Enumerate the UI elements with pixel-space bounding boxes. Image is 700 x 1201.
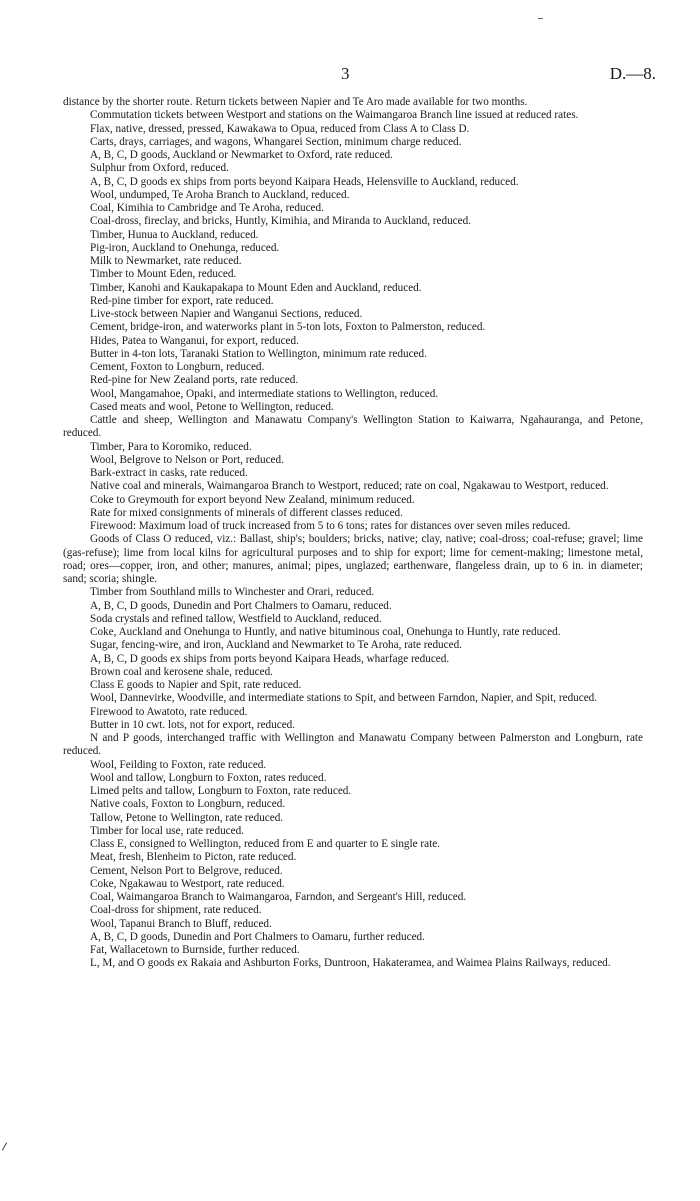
paragraph: Red-pine timber for export, rate reduced.: [90, 294, 274, 307]
paragraph: Coke to Greymouth for export beyond New Zealand, minimum reduced.: [90, 493, 415, 506]
paragraph: Native coal and minerals, Waimangaroa Branch to Westport, reduced; rate on coal, Ngakawau to Westport, reduced.: [90, 480, 609, 493]
paragraph: L, M, and O goods ex Rakaia and Ashburton Forks, Duntroon, Hakateramea, and Waimea Plains Railways, reduced.: [90, 957, 611, 970]
paragraph: Wool, Dannevirke, Woodville, and intermediate stations to Spit, and between Farndon, Napier, and Spit, reduced.: [90, 692, 598, 705]
paragraph: Rate for mixed consignments of minerals of different classes reduced.: [90, 506, 403, 519]
paragraph: Firewood: Maximum load of truck increased from 5 to 6 tons; rates for distances over seven miles reduced.: [90, 520, 571, 532]
paragraph: Commutation tickets between Westport and stations on the Waimangaroa Branch line issued at reduced rates.: [90, 109, 579, 122]
paragraph: A, B, C, D goods, Dunedin and Port Chalmers to Oamaru, further reduced.: [90, 930, 425, 943]
paragraph: Fat, Wallacetown to Burnside, further reduced.: [90, 944, 300, 956]
paragraph: Timber from Southland mills to Winchester and Orari, reduced.: [90, 586, 375, 599]
paragraph: Timber, Hunua to Auckland, reduced.: [90, 228, 259, 241]
body-text: [63, 96, 643, 971]
paragraph: A, B, C, D goods, Auckland or Newmarket to Oxford, rate reduced.: [90, 149, 393, 161]
paragraph: Butter in 10 cwt. lots, not for export, reduced.: [90, 718, 296, 731]
paragraph: Butter in 4-ton lots, Taranaki Station to Wellington, minimum rate reduced.: [90, 347, 427, 360]
paragraph: Timber to Mount Eden, reduced.: [90, 268, 237, 281]
paragraph: Carts, drays, carriages, and wagons, Whangarei Section, minimum charge reduced.: [90, 135, 462, 148]
paragraph: Sugar, fencing-wire, and iron, Auckland and Newmarket to Te Aroha, rate reduced.: [90, 639, 462, 652]
paragraph: Wool and tallow, Longburn to Foxton, rates reduced.: [90, 771, 327, 784]
paragraph: Pig-iron, Auckland to Onehunga, reduced.: [90, 241, 280, 254]
paragraph: Brown coal and kerosene shale, reduced.: [90, 665, 273, 678]
paragraph: Coke, Auckland and Onehunga to Huntly, and native bituminous coal, Onehunga to Huntly, rate reduced.: [90, 626, 561, 638]
paragraph: Tallow, Petone to Wellington, rate reduced.: [90, 811, 284, 824]
paragraph: Live-stock between Napier and Wanganui Sections, reduced.: [90, 308, 363, 320]
paragraph: Coal, Kimihia to Cambridge and Te Aroha, reduced.: [90, 202, 324, 214]
paragraph: Class E goods to Napier and Spit, rate reduced.: [90, 679, 302, 691]
paragraph: Timber, Para to Koromiko, reduced.: [90, 440, 252, 453]
paragraph: Flax, native, dressed, pressed, Kawakawa to Opua, reduced from Class A to Class D.: [90, 122, 470, 135]
document-reference: D.—8.: [609, 64, 656, 83]
paragraph: Wool, Feilding to Foxton, rate reduced.: [90, 758, 267, 771]
paragraph: Cement, bridge-iron, and waterworks plant in 5-ton lots, Foxton to Palmerston, reduced.: [90, 321, 486, 334]
paragraph: Meat, fresh, Blenheim to Picton, rate reduced.: [90, 851, 297, 864]
paragraph: Sulphur from Oxford, reduced.: [90, 162, 229, 175]
paragraph: Class E, consigned to Wellington, reduced from E and quarter to E single rate.: [90, 838, 440, 850]
paragraph: Bark-extract in casks, rate reduced.: [90, 467, 248, 479]
paragraph: Coal, Waimangaroa Branch to Waimangaroa, Farndon, and Sergeant's Hill, reduced.: [90, 891, 467, 903]
paragraph: distance by the shorter route. Return tickets between Napier and Te Aro made available for two months.: [63, 96, 528, 108]
stray-mark-top: [538, 18, 543, 19]
paragraph: Timber for local use, rate reduced.: [90, 824, 244, 837]
paragraph: A, B, C, D goods, Dunedin and Port Chalmers to Oamaru, reduced.: [90, 599, 392, 612]
paragraph: Milk to Newmarket, rate reduced.: [90, 255, 242, 267]
paragraph: Wool, Tapanui Branch to Bluff, reduced.: [90, 917, 272, 930]
paragraph: Cement, Foxton to Longburn, reduced.: [90, 361, 265, 373]
paragraph: Soda crystals and refined tallow, Westfield to Auckland, reduced.: [90, 612, 382, 625]
paragraph: Wool, Belgrove to Nelson or Port, reduced.: [90, 453, 284, 466]
paragraph: Coal-dross for shipment, rate reduced.: [90, 904, 262, 917]
paragraph: Hides, Patea to Wanganui, for export, reduced.: [90, 334, 299, 347]
paragraph: A, B, C, D goods ex ships from ports beyond Kaipara Heads, wharfage reduced.: [90, 652, 450, 665]
paragraph: Limed pelts and tallow, Longburn to Foxton, rate reduced.: [90, 785, 352, 797]
paragraph: Wool, Mangamahoe, Opaki, and intermediate stations to Wellington, reduced.: [90, 387, 439, 400]
paragraph: Goods of Class O reduced, viz.: Ballast, ship's; boulders; bricks, native; clay, native; coal-dross; coal-refuse; gravel; lime (gas-refuse); lime from local kilns for agricultural purposes and to ship for export; lime for cement-making; limestone metal, road; ores—copper, iron, and other; manures, animal; pipes, unglazed; earthenware, flangeless drain, up to 6 in. in diameter; sand; scoria; shingle.: [63, 533, 643, 585]
paragraph: N and P goods, interchanged traffic with Wellington and Manawatu Company between Palmerston and Longburn, rate reduced.: [63, 732, 643, 758]
page-number: 3: [341, 64, 350, 83]
paragraph: Cement, Nelson Port to Belgrove, reduced.: [90, 864, 283, 877]
paragraph: Red-pine for New Zealand ports, rate reduced.: [90, 374, 299, 387]
paragraph: Timber, Kanohi and Kaukapakapa to Mount Eden and Auckland, reduced.: [90, 281, 422, 294]
paragraph: Native coals, Foxton to Longburn, reduced.: [90, 798, 286, 811]
paragraph: Coal-dross, fireclay, and bricks, Huntly, Kimihia, and Miranda to Auckland, reduced.: [90, 215, 471, 228]
paragraph: Wool, undumped, Te Aroha Branch to Auckland, reduced.: [90, 188, 350, 201]
paragraph: Cattle and sheep, Wellington and Manawatu Company's Wellington Station to Kaiwarra, Ngahauranga, and Petone, reduced.: [63, 414, 643, 440]
paragraph: Cased meats and wool, Petone to Wellington, reduced.: [90, 400, 334, 413]
paragraph: Firewood to Awatoto, rate reduced.: [90, 705, 248, 718]
paragraph: A, B, C, D goods ex ships from ports beyond Kaipara Heads, Helensville to Auckland, reduced.: [90, 175, 519, 188]
stray-mark-bottom: [2, 1142, 7, 1150]
page-header: [0, 64, 700, 84]
paragraph: Coke, Ngakawau to Westport, rate reduced.: [90, 877, 285, 890]
